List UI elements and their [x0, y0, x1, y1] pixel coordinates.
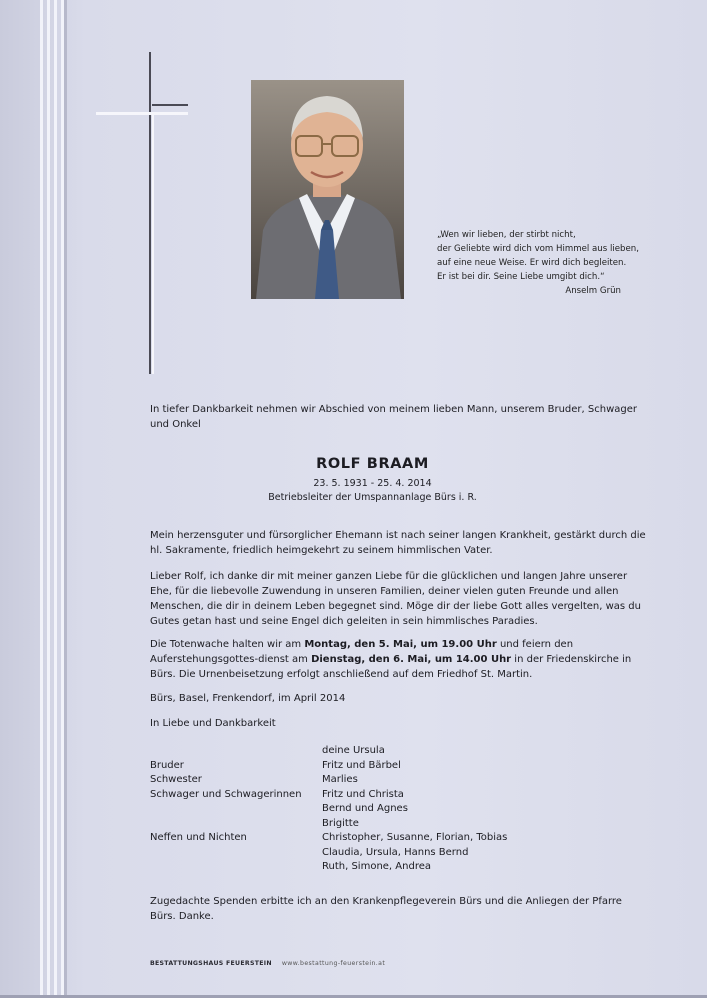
funeral-home-url: www.bestattung-feuerstein.at [281, 960, 386, 967]
stripe-shadow [64, 0, 67, 998]
service-text: und feiern den Auferstehungsgottes-dienst am [150, 639, 574, 665]
mourner-row [150, 846, 507, 861]
quote-author: Anselm Grün [565, 286, 621, 296]
mourner-row [150, 788, 507, 803]
quote-line: „Wen wir lieben, der stirbt nicht, [437, 230, 576, 240]
paragraph-thanks: Lieber Rolf, ich danke dir mit meiner ganzen Liebe für die glücklichen und langen Jahre unserer Ehe, für die liebevolle Zuwendung in unseren Familien, deiner vielen guten Freunde und allen Menschen, die dir in deinem Leben begegnet sind. Möge dir der liebe Gott alles vergelten, was du Gutes getan hast und seine Engel dich geleiten in sein himmlisches Paradies. [150, 571, 641, 627]
mourner-relation [150, 860, 322, 875]
quote-block [437, 228, 647, 298]
funeral-home-name: BESTATTUNGSHAUS FEUERSTEIN [150, 960, 272, 967]
quote-line: auf eine neue Weise. Er wird dich begleiten. [437, 258, 627, 268]
donations-note: Zugedachte Spenden erbitte ich an den Krankenpflegeverein Bürs und die Anliegen der Pfarre Bürs. Danke. [150, 896, 622, 922]
mourner-names: Ruth, Simone, Andrea [322, 861, 431, 872]
funeral-datetime: Dienstag, den 6. Mai, um 14.00 Uhr [311, 654, 512, 665]
quote-line: Er ist bei dir. Seine Liebe umgibt dich.“ [437, 272, 605, 282]
mourner-relation [150, 802, 322, 817]
mourner-row [150, 817, 507, 832]
mourner-relation: Neffen und Nichten [150, 832, 247, 843]
mourner-names: Marlies [322, 774, 358, 785]
footer [150, 960, 385, 967]
mourner-names: deine Ursula [322, 745, 385, 756]
mourner-relation [150, 846, 322, 861]
mourner-relation: Bruder [150, 759, 184, 771]
life-dates: 23. 5. 1931 - 25. 4. 2014 [313, 478, 432, 489]
wake-datetime: Montag, den 5. Mai, um 19.00 Uhr [304, 639, 497, 650]
closing-line: In Liebe und Dankbarkeit [150, 718, 276, 729]
service-text: in der Friedenskirche in Bürs. Die Urnenbeisetzung erfolgt anschließend auf dem Friedhof St. Martin. [150, 654, 632, 680]
decorative-stripe [54, 0, 57, 998]
place-date: Bürs, Basel, Frenkendorf, im April 2014 [150, 693, 346, 704]
mourner-relation: Schwester [150, 774, 202, 785]
intro-text: In tiefer Dankbarkeit nehmen wir Abschied von meinem lieben Mann, unserem Bruder, Schwager und Onkel [150, 404, 637, 430]
deceased-name: ROLF BRAAM [316, 456, 429, 472]
mourner-names: Christopher, Susanne, Florian, Tobias [322, 832, 508, 843]
mourner-names: Fritz und Bärbel [322, 759, 401, 771]
mourner-relation [150, 817, 322, 832]
portrait-photo [251, 80, 404, 299]
mourner-relation: Schwager und Schwagerinnen [150, 788, 302, 800]
mourner-names: Bernd und Agnes [322, 803, 408, 814]
mourner-row [150, 759, 507, 774]
mourner-names: Brigitte [322, 817, 359, 829]
mourner-row [150, 744, 507, 759]
quote-line: der Geliebte wird dich vom Himmel aus lieben, [437, 244, 639, 254]
deceased-role: Betriebsleiter der Umspannanlage Bürs i. R. [268, 492, 477, 503]
paragraph-farewell: Mein herzensguter und fürsorglicher Ehemann ist nach seiner langen Krankheit, gestärkt durch die hl. Sakramente, friedlich heimgekehrt zu seinem himmlischen Vater. [150, 530, 646, 556]
mourners-list [150, 744, 507, 875]
mourner-relation [150, 744, 322, 759]
mourner-row [150, 802, 507, 817]
decorative-stripe [40, 0, 43, 998]
mourner-names: Fritz und Christa [322, 788, 404, 800]
mourner-row [150, 860, 507, 875]
mourner-row [150, 773, 507, 788]
paragraph-service-times [150, 637, 650, 682]
decorative-stripe [47, 0, 50, 998]
mourner-names: Claudia, Ursula, Hanns Bernd [322, 846, 469, 858]
mourner-row [150, 831, 507, 846]
service-text: Die Totenwache halten wir am [150, 639, 305, 650]
